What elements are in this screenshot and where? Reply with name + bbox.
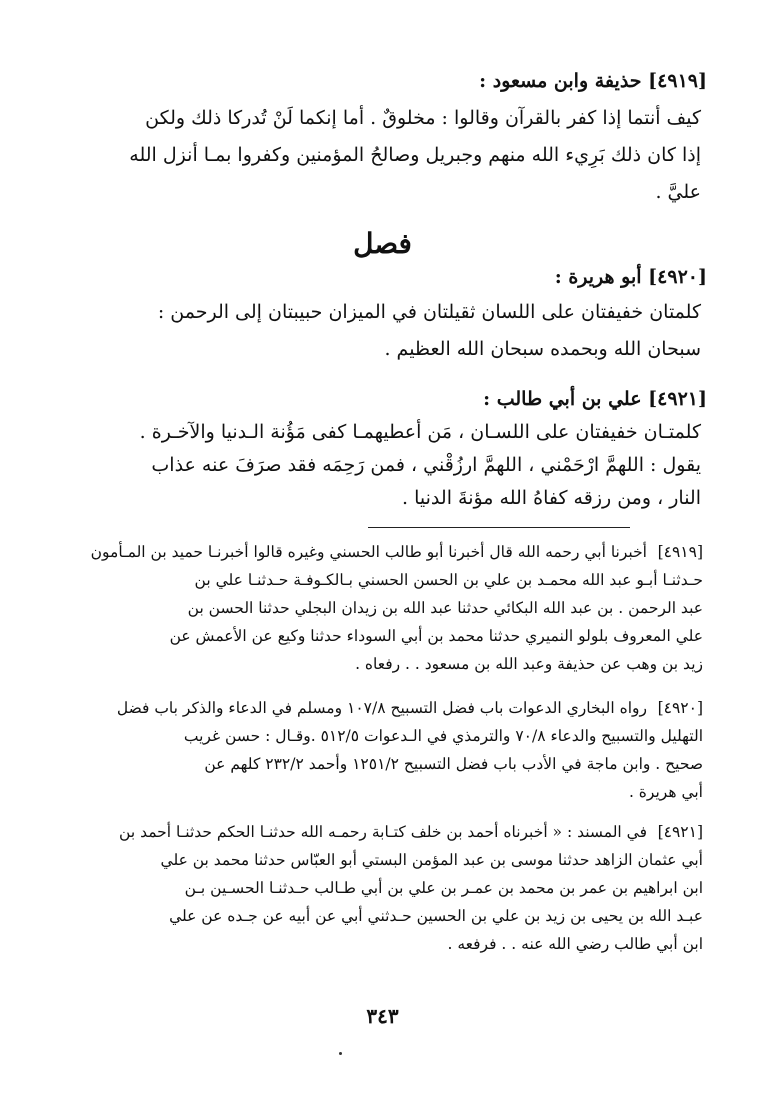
entry-4920 (57, 262, 707, 368)
entry-narrator: علي بن أبي طالب : (483, 388, 642, 410)
footnote-4921 (63, 818, 703, 958)
footnote-line: عبـد الله بن يحيى بن زيد بن علي بن الحسين حـدثني أبي عن أبيه عن جـده عن علي (169, 907, 703, 925)
entry-4919 (57, 66, 707, 211)
footnote-number: [٤٩١٩] (657, 543, 703, 561)
entry-text (57, 416, 707, 515)
footnote-number: [٤٩٢١] (657, 823, 703, 841)
entry-line: النار ، ومن رزقه كفاهُ الله مؤنةَ الدنيا . (402, 487, 701, 509)
footnote-line: ابن أبي طالب رضي الله عنه . . فرفعه . (447, 935, 703, 953)
footnote-4920 (63, 694, 703, 806)
entry-narrator: أبو هريرة : (554, 266, 642, 288)
footnote-4919 (63, 538, 703, 678)
entry-line: كلمتان خفيفتان على اللسان ثقيلتان في الميزان حبيبتان إلى الرحمن : (157, 301, 701, 323)
footnote-line: ابن ابراهيم بن عمر بن محمد بن عمـر بن علي بن أبي طـالب حـدثنـا الحسـين بـن (184, 879, 703, 897)
footnote-line: عبد الرحمن . بن عبد الله البكائي حدثنا عبد الله بن زيدان البجلي حدثنا الحسن بن (187, 599, 703, 617)
footnote-line: علي المعروف بلولو النميري حدثنا محمد بن أبي السوداء حدثنا وكيع عن الأعمش عن (169, 627, 703, 645)
entry-line: إذا كان ذلك بَرِيء الله منهم وجبريل وصالحُ المؤمنين وكفروا بمـا أنزل الله (129, 144, 701, 166)
footnote-line: زيد بن وهب عن حذيفة وعبد الله بن مسعود . . رفعاه . (355, 655, 703, 673)
entry-narrator: حذيفة وابن مسعود : (479, 70, 642, 92)
entry-line: كلمتـان خفيفتان على اللسـان ، مَن أعطيهمـا كفى مَؤُنة الـدنيا والآخـرة . (139, 421, 701, 443)
footnote-line: حـدثنـا أبـو عبد الله محمـد بن علي بن الحسن الحسني بـالكـوفـة حـدثنـا علي بن (194, 571, 703, 589)
footnote-line: أخبرنا أبي رحمه الله قال أخبرنا أبو طالب الحسني وغيره قالوا أخبرنـا حميد بن المـأمون (90, 543, 647, 561)
entry-line: كيف أنتما إذا كفر بالقرآن وقالوا : مخلوقٌ . أما إنكما لَنْ تُدركا ذلك ولكن (145, 107, 701, 129)
entry-heading (57, 66, 707, 96)
footnote-line: أبي هريرة . (628, 783, 703, 801)
entry-heading (57, 262, 707, 292)
scan-speck (339, 1052, 342, 1055)
footnote-divider (368, 527, 630, 528)
page-number: ٣٤٣ (366, 1004, 399, 1028)
entry-number: [٤٩٢١] (648, 388, 707, 410)
entry-number: [٤٩٢٠] (648, 266, 707, 288)
section-title: فصل (353, 227, 412, 260)
footnote-line: في المسند : « أخبرناه أحمد بن خلف كتـابة رحمـه الله حدثنـا الحكم حدثنـا أحمد بن (119, 823, 647, 841)
entry-line: يقول : اللهمَّ ارْحَمْني ، اللهمَّ ارزُقْني ، فمن رَحِمَه فقد صرَفَ عنه عذاب (151, 454, 701, 476)
footnote-line: صحيح . وابن ماجة في الأدب باب فضل التسبيح ١٢٥١/٢ وأحمد ٢٣٢/٢ كلهم عن (204, 755, 703, 773)
entry-line: عليَّ . (655, 181, 701, 203)
footnote-line: التهليل والتسبيح والدعاء ٧٠/٨ والترمذي في الـدعوات ٥١٢/٥ .وقـال : حسن غريب (183, 727, 703, 745)
entry-line: سبحان الله وبحمده سبحان الله العظيم . (384, 338, 701, 360)
entry-text (57, 100, 707, 211)
entry-text (57, 294, 707, 368)
entry-heading (57, 384, 707, 414)
entry-number: [٤٩١٩] (648, 70, 707, 92)
footnote-line: أبي عثمان الزاهد حدثنا موسى بن عبد المؤمن البستي أبو العبّاس حدثنا محمد بن علي (160, 851, 703, 869)
footnote-number: [٤٩٢٠] (657, 699, 703, 717)
footnote-line: رواه البخاري الدعوات باب فضل التسبيح ١٠٧/٨ ومسلم في الدعاء والذكر باب فضل (116, 699, 647, 717)
entry-4921 (57, 384, 707, 515)
